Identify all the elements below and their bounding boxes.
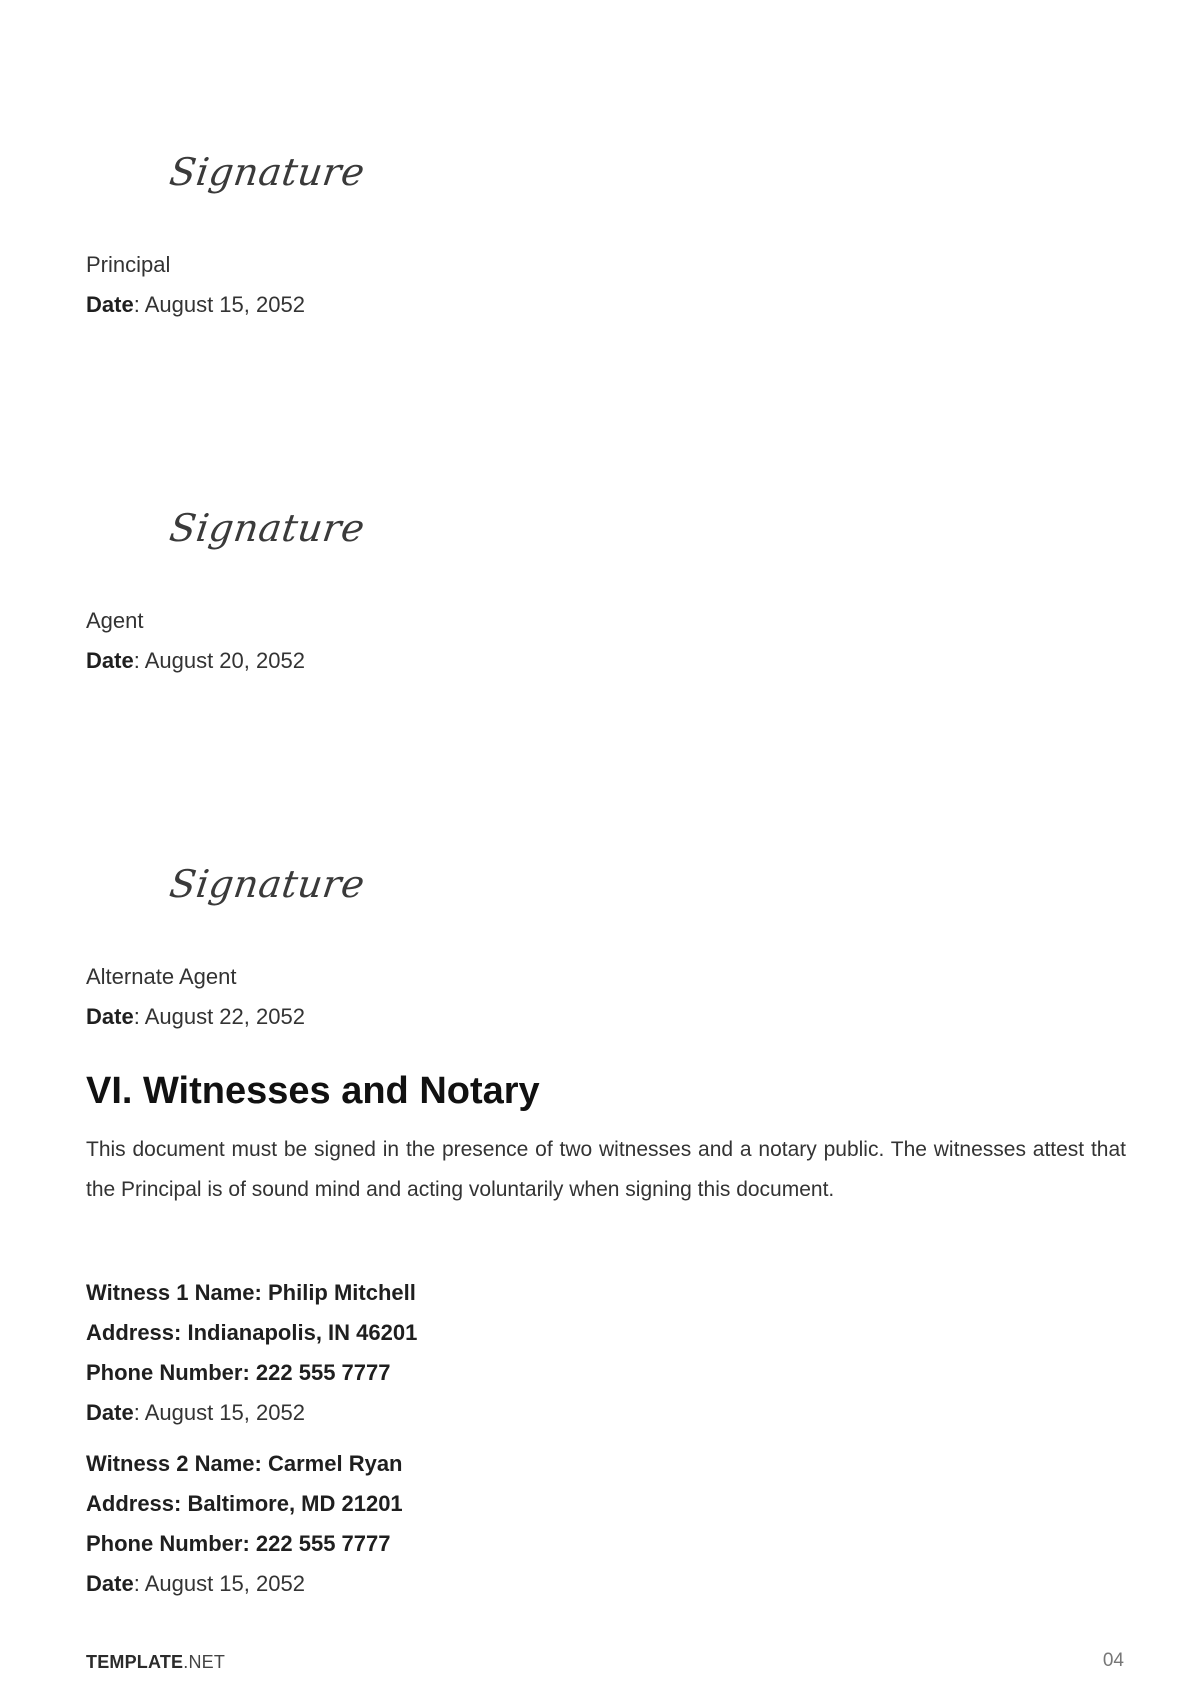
date-value: : August 22, 2052: [133, 1004, 305, 1029]
alternate-agent-date: [86, 1002, 305, 1032]
agent-role: Agent: [86, 608, 144, 633]
section-paragraph: This document must be signed in the presence of two witnesses and a notary public. The witnesses attest that the Principal is of sound mind and acting voluntarily when signing this document.: [86, 1138, 1126, 1201]
witness-name-value: : Carmel Ryan: [254, 1451, 403, 1476]
alternate-agent-signature: Signature: [166, 862, 368, 906]
witness-1-phone: Phone Number: 222 555 7777: [86, 1360, 391, 1385]
date-value: : August 15, 2052: [133, 1571, 305, 1596]
agent-signature: Signature: [166, 506, 368, 550]
date-value: : August 20, 2052: [133, 648, 305, 673]
witness-name-value: : Philip Mitchell: [254, 1280, 416, 1305]
principal-role: Principal: [86, 252, 171, 277]
witness-name-label: Witness 2 Name: [86, 1451, 255, 1476]
footer-brand-logo: [86, 1652, 225, 1673]
brand-suffix: .NET: [183, 1652, 226, 1672]
page-number: 04: [1102, 1650, 1124, 1671]
witness-1-date: [86, 1398, 305, 1428]
witness-2-phone: Phone Number: 222 555 7777: [86, 1531, 391, 1556]
agent-date: [86, 646, 305, 676]
principal-signature: Signature: [166, 150, 368, 194]
brand-bold: TEMPLATE: [86, 1652, 184, 1672]
section-heading: VI. Witnesses and Notary: [86, 1070, 540, 1112]
date-label: Date: [86, 1004, 134, 1029]
witness-2-address: Address: Baltimore, MD 21201: [86, 1491, 403, 1516]
witness-2-name: [86, 1449, 403, 1479]
date-label: Date: [86, 1571, 134, 1596]
principal-date: [86, 290, 305, 320]
witness-1-name: [86, 1278, 416, 1308]
alternate-agent-role: Alternate Agent: [86, 964, 237, 989]
witness-name-label: Witness 1 Name: [86, 1280, 255, 1305]
date-value: : August 15, 2052: [133, 1400, 305, 1425]
witness-2-date: [86, 1569, 305, 1599]
date-label: Date: [86, 648, 134, 673]
date-label: Date: [86, 292, 134, 317]
date-value: : August 15, 2052: [133, 292, 305, 317]
date-label: Date: [86, 1400, 134, 1425]
witness-1-address: Address: Indianapolis, IN 46201: [86, 1320, 418, 1345]
